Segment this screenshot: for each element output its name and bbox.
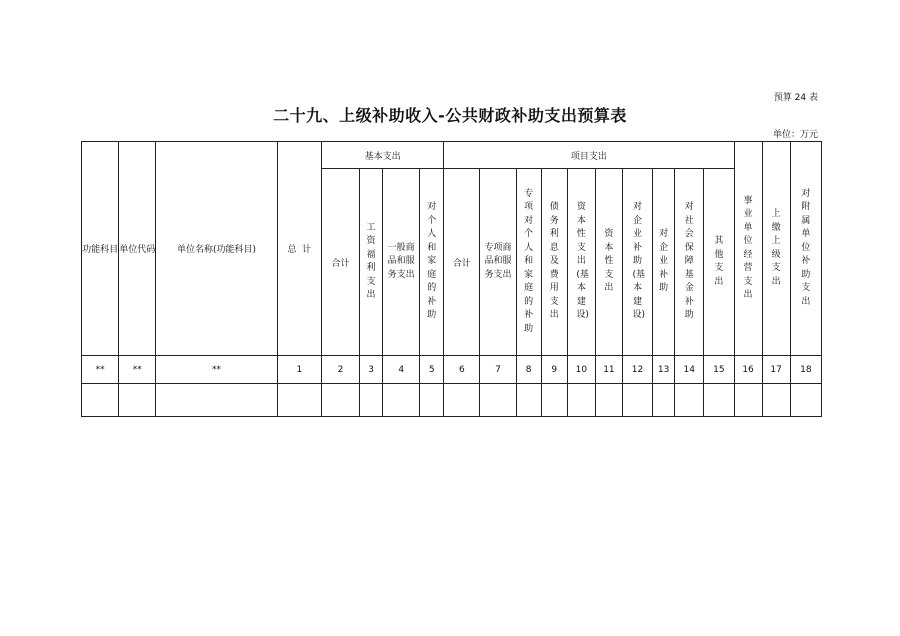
col-number: **	[82, 356, 119, 384]
table-cell[interactable]	[420, 384, 444, 417]
header-function: 功能科目	[82, 142, 119, 356]
col-number: 12	[622, 356, 652, 384]
header-basic-subtotal: 合计	[321, 169, 359, 356]
header-proj-capital-basic: 资本性支出(基本建设)	[567, 169, 595, 356]
col-number: 3	[360, 356, 383, 384]
table-cell[interactable]	[567, 384, 595, 417]
empty-data-row	[82, 384, 822, 417]
col-number: 5	[420, 356, 444, 384]
header-upper: 上缴上级支出	[762, 142, 790, 356]
col-number: 18	[790, 356, 821, 384]
col-number: 9	[541, 356, 567, 384]
header-basic-goods: 一般商品和服务支出	[383, 169, 420, 356]
header-unit-code: 单位代码	[119, 142, 156, 356]
header-basic-personal: 对个人和家庭的补助	[420, 169, 444, 356]
table-cell[interactable]	[595, 384, 622, 417]
form-number: 预算 24 表	[773, 93, 818, 103]
table-cell[interactable]	[82, 384, 119, 417]
col-number: 8	[516, 356, 541, 384]
header-proj-enterprise: 对企业补助	[653, 169, 675, 356]
header-unit-name: 单位名称(功能科目)	[156, 142, 277, 356]
header-proj-goods: 专项商品和服务支出	[480, 169, 516, 356]
table-cell[interactable]	[790, 384, 821, 417]
col-number: 6	[444, 356, 480, 384]
header-basic-wages: 工资福利支出	[360, 169, 383, 356]
col-number: 2	[321, 356, 359, 384]
col-number: 14	[675, 356, 704, 384]
table-cell[interactable]	[516, 384, 541, 417]
header-proj-debt: 债务利息及费用支出	[541, 169, 567, 356]
col-number: **	[156, 356, 277, 384]
table-cell[interactable]	[480, 384, 516, 417]
table-cell[interactable]	[383, 384, 420, 417]
column-number-row	[82, 356, 822, 384]
unit-label: 单位：万元	[772, 130, 818, 140]
table-cell[interactable]	[360, 384, 383, 417]
table-cell[interactable]	[762, 384, 790, 417]
col-number: 10	[567, 356, 595, 384]
header-proj-capital: 资本性支出	[595, 169, 622, 356]
col-number: **	[119, 356, 156, 384]
table-cell[interactable]	[321, 384, 359, 417]
table-cell[interactable]	[734, 384, 762, 417]
col-number: 1	[277, 356, 321, 384]
col-number: 4	[383, 356, 420, 384]
col-number: 11	[595, 356, 622, 384]
header-proj-enterprise-basic: 对企业补助(基本建设)	[622, 169, 652, 356]
header-proj-social: 对社会保障基金补助	[675, 169, 704, 356]
budget-table	[81, 141, 822, 417]
header-project-group: 项目支出	[444, 142, 734, 169]
header-proj-personal: 专项对个人和家庭的补助	[516, 169, 541, 356]
col-number: 15	[704, 356, 734, 384]
header-total: 总 计	[277, 142, 321, 356]
header-basic-group: 基本支出	[321, 142, 443, 169]
table-cell[interactable]	[119, 384, 156, 417]
header-affiliated: 对附属单位补助支出	[790, 142, 821, 356]
header-proj-other: 其他支出	[704, 169, 734, 356]
table-cell[interactable]	[277, 384, 321, 417]
col-number: 13	[653, 356, 675, 384]
table-cell[interactable]	[541, 384, 567, 417]
table-cell[interactable]	[704, 384, 734, 417]
table-cell[interactable]	[622, 384, 652, 417]
col-number: 17	[762, 356, 790, 384]
table-cell[interactable]	[653, 384, 675, 417]
col-number: 16	[734, 356, 762, 384]
col-number: 7	[480, 356, 516, 384]
page-title: 二十九、上级补助收入-公共财政补助支出预算表	[273, 106, 627, 125]
table-cell[interactable]	[444, 384, 480, 417]
table-cell[interactable]	[675, 384, 704, 417]
header-business: 事业单位经营支出	[734, 142, 762, 356]
header-proj-subtotal: 合计	[444, 169, 480, 356]
table-cell[interactable]	[156, 384, 277, 417]
